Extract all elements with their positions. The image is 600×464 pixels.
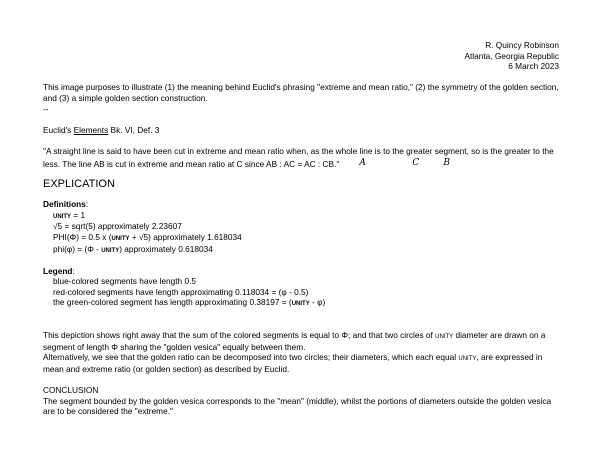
phi-small-pre: phi(φ) = (Φ - — [53, 243, 102, 254]
label-c: C — [412, 157, 420, 168]
explication-heading: EXPLICATION — [43, 178, 115, 191]
document-date: 6 March 2023 — [508, 61, 559, 72]
author-location: Atlanta, Georgia Republic — [464, 50, 559, 61]
line-ab-labels — [339, 157, 449, 167]
unity-word: unity — [53, 210, 71, 220]
source-reference — [43, 125, 559, 136]
document-page — [43, 40, 559, 417]
source-author: Euclid's — [43, 124, 74, 135]
euclid-quote-text: "A straight line is said to have been cut in extreme and mean ratio when, as the whole line is to the greater segment, so is the greater to the less. The line AB is cut in extreme and mean ratio at C since AB : AC = AC : CB." — [43, 145, 554, 169]
phi-big-post: + √5) approximately 1.618034 — [129, 231, 242, 242]
label-a: A — [359, 157, 366, 168]
legend-green-pre: the green-colored segment has length approximating 0.38197 = ( — [53, 297, 292, 308]
legend-blue: blue-colored segments have length 0.5 — [53, 276, 196, 287]
conclusion-text: The segment bounded by the golden vesica corresponds to the "mean" (middle), whilst the portions of diameters outside the golden vesica are to be considered the "extreme." — [43, 395, 552, 417]
def-unity — [43, 210, 559, 222]
header-block — [43, 40, 559, 72]
definitions-title: Definitions — [43, 199, 86, 210]
phi-big-pre: PHI(Φ) = 0.5 x ( — [53, 231, 112, 242]
unity-value: = 1 — [71, 209, 86, 220]
depiction-1-pre: This depiction shows right away that the sum of the colored segments is equal to Φ; and that two circles of — [43, 330, 436, 341]
euclid-quote — [43, 146, 559, 169]
legend-green-unity: unity — [291, 298, 310, 308]
phi-small-post: ) approximately 0.618034 — [119, 243, 213, 254]
conclusion-heading: CONCLUSION — [43, 385, 99, 396]
source-book: Elements — [73, 124, 109, 135]
author-name: R. Quincy Robinson — [485, 40, 559, 50]
legend-green — [43, 297, 559, 309]
depiction-1-post: diameter are drawn on a segment of length Φ sharing the "golden vesica" equally between them. — [43, 330, 546, 352]
depiction-1-unity: unity — [435, 331, 454, 341]
definitions-heading: Definitions: — [43, 199, 89, 210]
phi-big-unity: unity — [111, 232, 130, 242]
label-b: B — [443, 157, 450, 168]
def-phi-small — [43, 244, 559, 256]
depiction-2-post: , are expressed in mean and extreme ratio (or golden section) as described by Euclid. — [43, 352, 543, 374]
depiction-2-unity: unity — [458, 353, 477, 363]
depiction-paragraph-2 — [43, 352, 559, 374]
legend-heading: Legend: — [43, 265, 75, 276]
separator-dashes: -- — [43, 103, 49, 114]
intro-paragraph: This image purposes to illustrate (1) the meaning behind Euclid's phrasing "extreme and mean ratio," (2) the symmetry of the golden section, and (3) a simple golden section construction. — [43, 82, 559, 103]
legend-red: red-colored segments have length approximating 0.118034 = (φ - 0.5) — [53, 286, 309, 297]
legend-title: Legend — [43, 265, 73, 276]
def-sqrt5: √5 = sqrt(5) approximately 2.23607 — [53, 221, 182, 232]
def-phi-big — [43, 232, 559, 244]
legend-green-post: - φ) — [309, 297, 326, 308]
depiction-2-pre: Alternatively, we see that the golden ratio can be decomposed into two circles; their diameters, which each equal — [43, 352, 459, 363]
source-ref: Bk. VI, Def. 3 — [108, 124, 160, 135]
phi-small-unity: unity — [101, 244, 120, 254]
depiction-paragraph-1 — [43, 330, 559, 352]
